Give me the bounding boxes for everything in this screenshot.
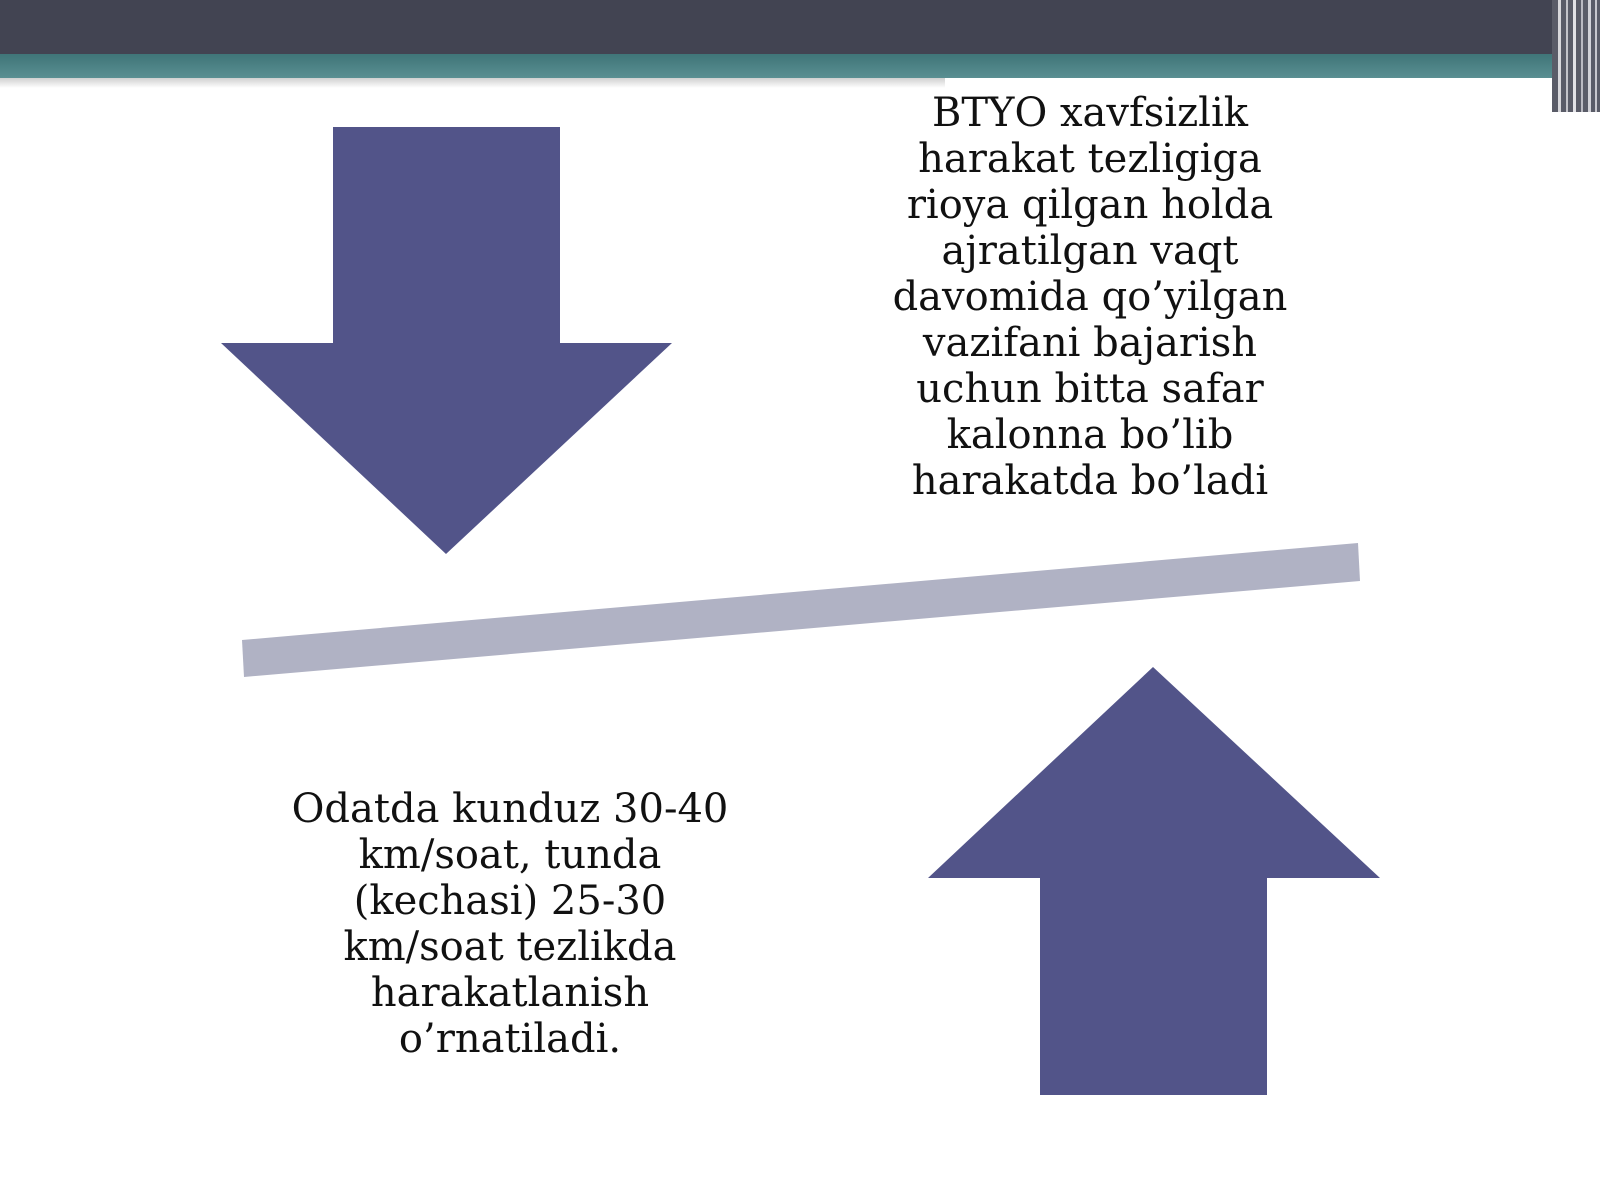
top-text-line: ajratilgan vaqt (941, 228, 1239, 274)
top-text-block (860, 90, 1320, 504)
top-text-line: BTYO xavfsizlik (931, 90, 1248, 136)
bottom-text-line: Odatda kunduz 30-40 (291, 786, 729, 832)
divider-bar (242, 543, 1360, 677)
top-text-line: rioya qilgan holda (906, 182, 1274, 228)
bottom-text-line: km/soat, tunda (358, 832, 662, 878)
bottom-text-block (280, 786, 740, 1062)
top-text-line: harakatda bo’ladi (911, 458, 1269, 504)
top-text-line: davomida qo’yilgan (892, 274, 1288, 320)
bottom-text-line: o’rnatiladi. (398, 1016, 622, 1062)
bottom-text-line: km/soat tezlikda (343, 924, 677, 970)
down-arrow-shape (221, 127, 672, 554)
up-arrow-shape (928, 667, 1380, 1095)
top-text-line: harakat tezligiga (918, 136, 1262, 182)
top-text-line: kalonna bo’lib (946, 412, 1234, 458)
top-text-line: vazifani bajarish (922, 320, 1258, 366)
top-text-line: uchun bitta safar (916, 366, 1264, 412)
bottom-text-line: (kechasi) 25-30 (353, 878, 667, 924)
bottom-text-line: harakatlanish (370, 970, 650, 1016)
